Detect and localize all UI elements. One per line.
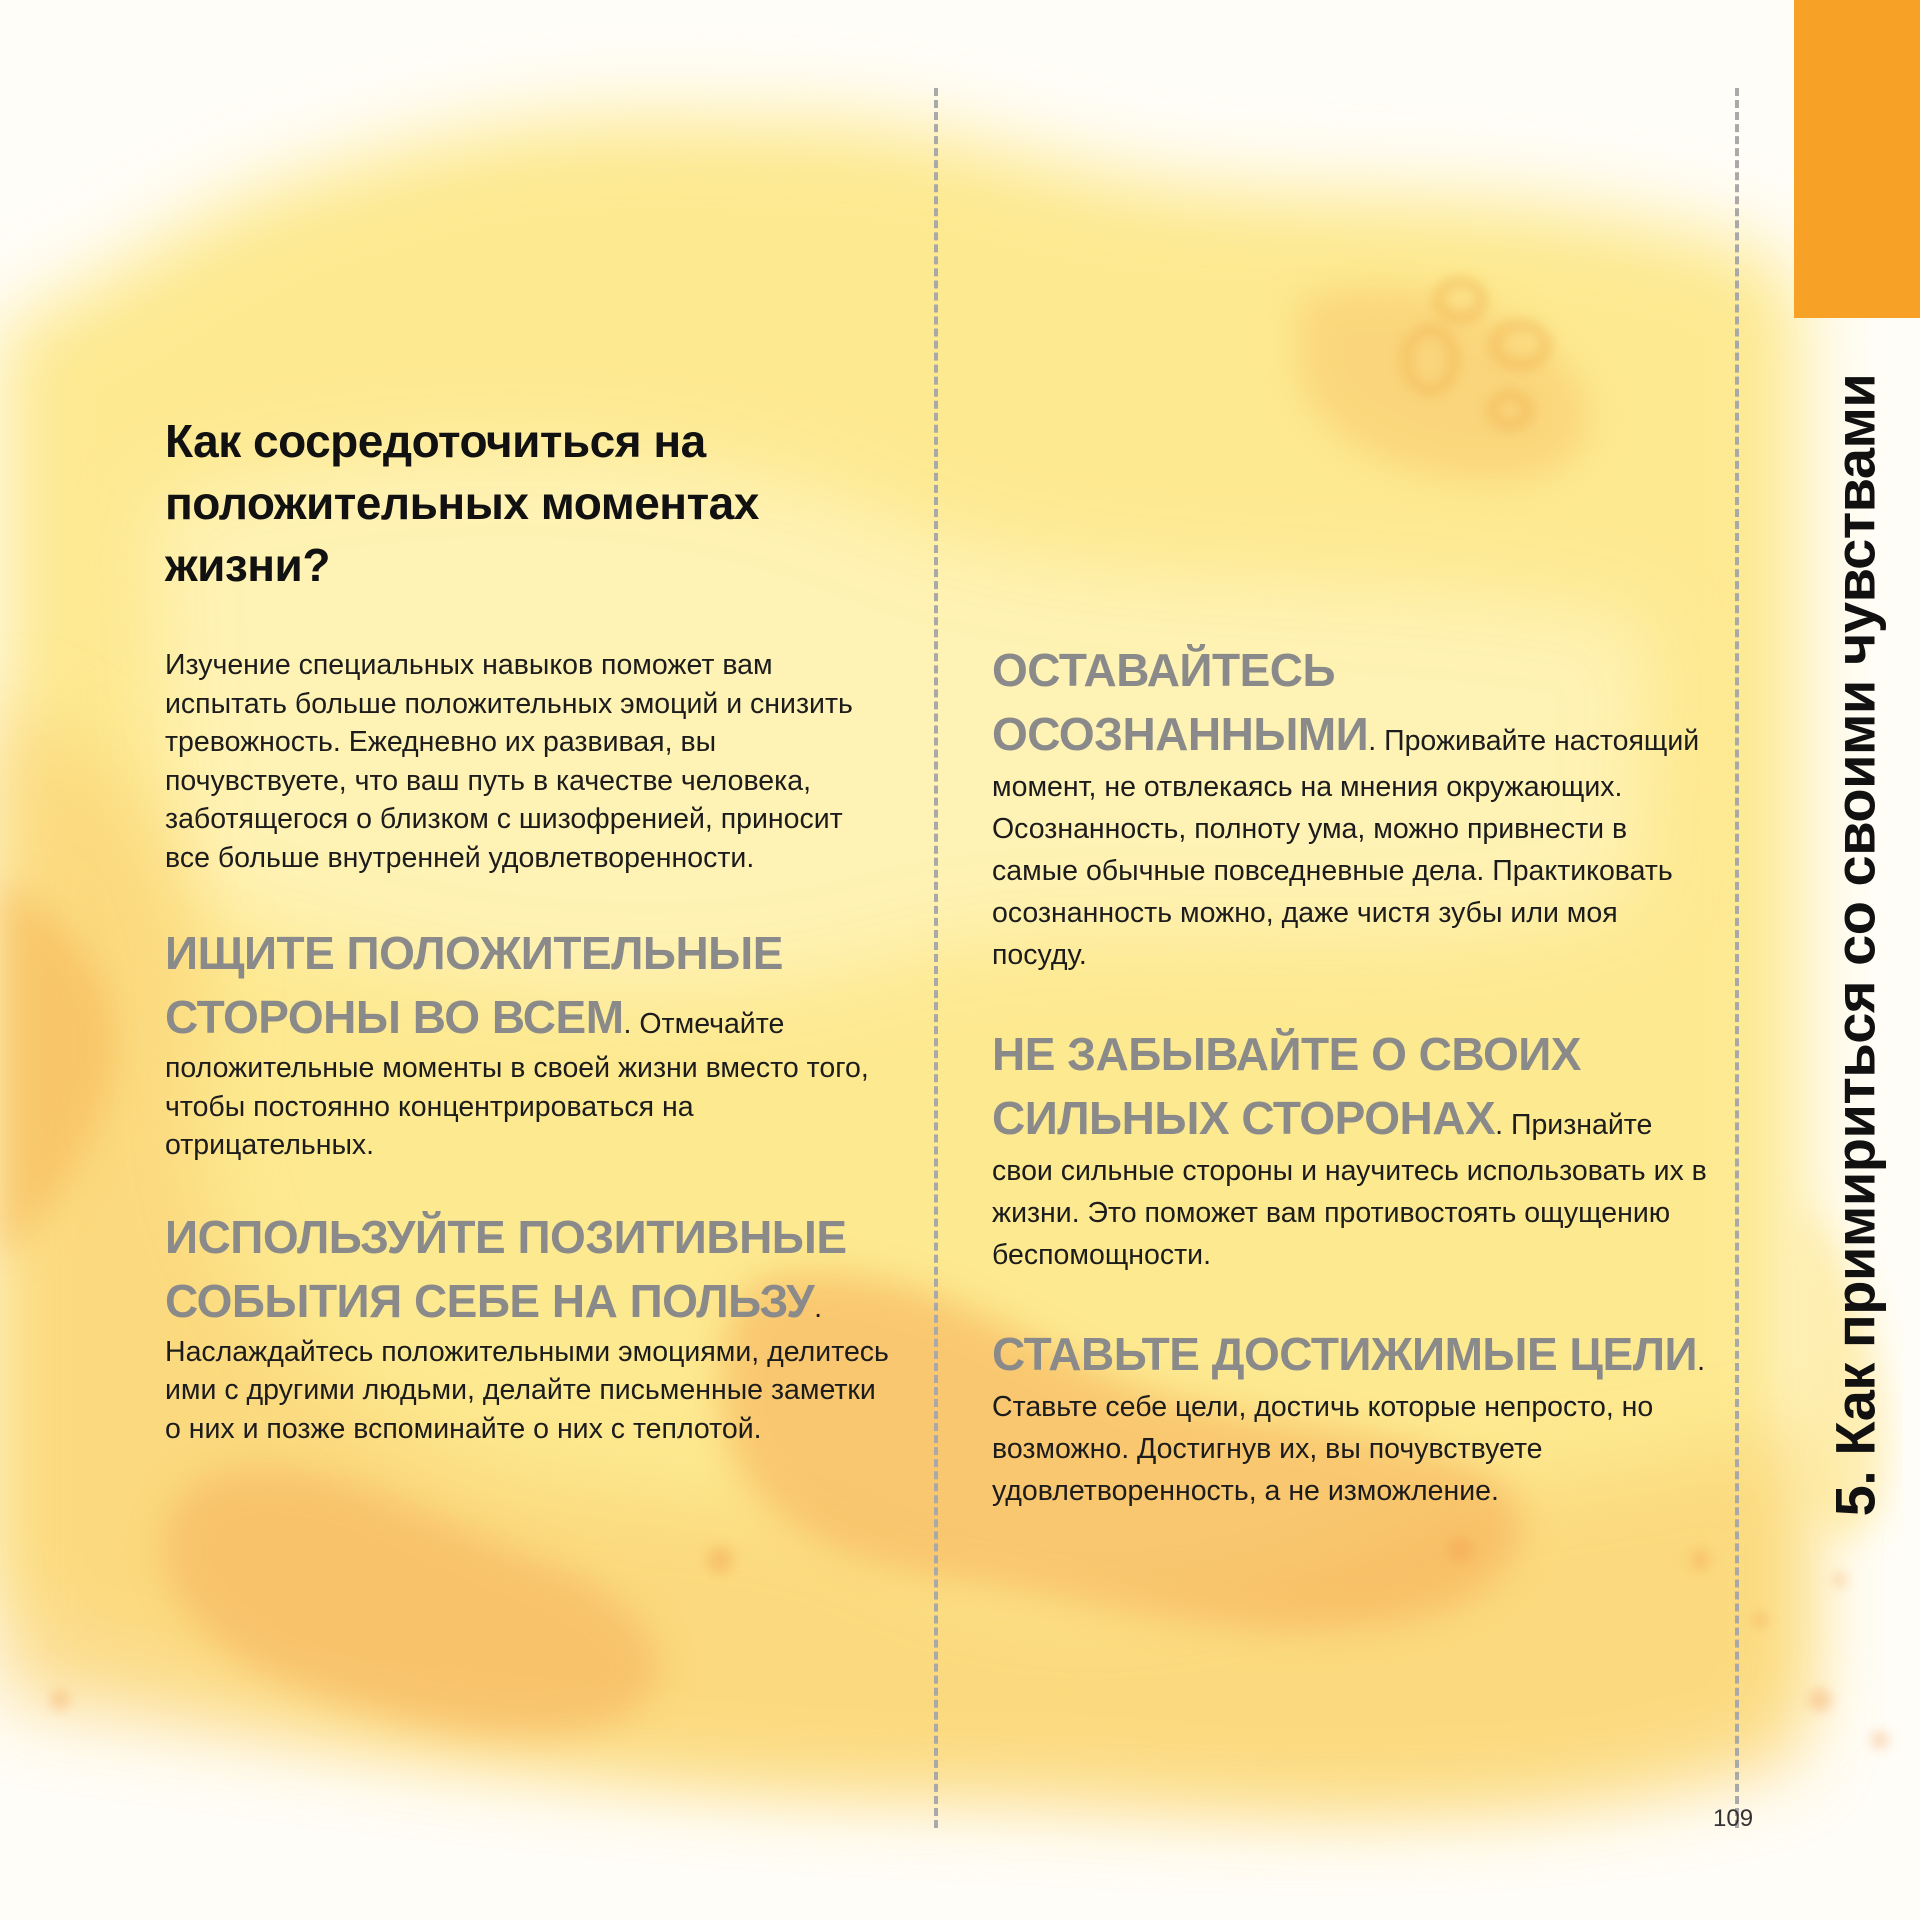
tip-block: ОСТАВАЙТЕСЬ ОСОЗНАННЫМИ. Проживайте настоящий момент, не отвлекаясь на мнения окружающих. Осознанность, полноту ума, можно привнести в самые обычные повседневные дела. Практиковать осознанность можно, даже чистя зубы или моя посуду. bbox=[992, 644, 1700, 971]
right-column bbox=[992, 638, 1712, 1558]
tip-text: Ставьте себе цели, достичь которые непросто, но возможно. Достигнув их, вы почувствуете удовлетворенность, а не изможление. bbox=[992, 1391, 1654, 1507]
tip-text: Проживайте настоящий момент, не отвлекаясь на мнения окружающих. Осознанность, полноту ума, можно привнести в самые обычные повседневные дела. Практиковать осознанность можно, даже чистя зубы или моя посуду. bbox=[992, 725, 1700, 971]
tip-text: Признайте свои сильные стороны и научитесь использовать их в жизни. Это поможет вам противостоять ощущению беспомощности. bbox=[992, 1109, 1707, 1271]
tip-block: ИСПОЛЬЗУЙТЕ ПОЗИТИВНЫЕ СОБЫТИЯ СЕБЕ НА ПОЛЬЗУ. Наслаждайтесь положительными эмоциями, делитесь ими с другими людьми, делайте письменные заметки о них и позже вспоминайте о них с теплотой. bbox=[165, 1210, 889, 1445]
tip-heading: НЕ ЗАБЫВАЙТЕ О СВОИХ СИЛЬНЫХ СТОРОНАХ bbox=[992, 1028, 1581, 1144]
intro-paragraph: Изучение специальных навыков поможет вам испытать больше положительных эмоций и снизить тревожность. Ежедневно их развивая, вы почувствуете, что ваш путь в качестве человека, заботящегося о близком с шизофренией, приносит все больше внутренней удовлетворенности. bbox=[165, 649, 853, 874]
column-divider-left bbox=[934, 88, 938, 1828]
tip-block: ИЩИТЕ ПОЛОЖИТЕЛЬНЫЕ СТОРОНЫ ВО ВСЕМ. Отмечайте положительные моменты в своей жизни вместо того, чтобы постоянно концентрироваться на отрицательных. bbox=[165, 927, 869, 1161]
left-column bbox=[165, 410, 895, 1488]
tip-heading: ОСТАВАЙТЕСЬ ОСОЗНАННЫМИ bbox=[992, 644, 1369, 760]
tip-block: НЕ ЗАБЫВАЙТЕ О СВОИХ СИЛЬНЫХ СТОРОНАХ. Признайте свои сильные стороны и научитесь использовать их в жизни. Это поможет вам противостоять ощущению беспомощности. bbox=[992, 1028, 1707, 1271]
chapter-tab bbox=[1794, 0, 1920, 318]
column-divider-right bbox=[1735, 88, 1739, 1828]
tip-heading: ИЩИТЕ ПОЛОЖИТЕЛЬНЫЕ СТОРОНЫ ВО ВСЕМ bbox=[165, 927, 783, 1043]
chapter-title-vertical bbox=[1800, 370, 1910, 1520]
tip-heading: СТАВЬТЕ ДОСТИЖИМЫЕ ЦЕЛИ bbox=[992, 1328, 1698, 1380]
tip-text: Отмечайте положительные моменты в своей жизни вместо того, чтобы постоянно концентрироваться на отрицательных. bbox=[165, 1008, 869, 1161]
section-title: Как сосредоточиться на положительных моментах жизни? bbox=[165, 415, 759, 591]
tip-text: Наслаждайтесь положительными эмоциями, делитесь ими с другими людьми, делайте письменные заметки о них и позже вспоминайте о них с теплотой. bbox=[165, 1335, 889, 1445]
tip-heading: ИСПОЛЬЗУЙТЕ ПОЗИТИВНЫЕ СОБЫТИЯ СЕБЕ НА ПОЛЬЗУ bbox=[165, 1210, 847, 1327]
page-number: 109 bbox=[1713, 1805, 1754, 1832]
tip-block: СТАВЬТЕ ДОСТИЖИМЫЕ ЦЕЛИ. Ставьте себе цели, достичь которые непросто, но возможно. Достигнув их, вы почувствуете удовлетворенность, а не изможление. bbox=[992, 1328, 1705, 1507]
chapter-title: 5. Как примириться со своими чувствами bbox=[1823, 373, 1887, 1517]
